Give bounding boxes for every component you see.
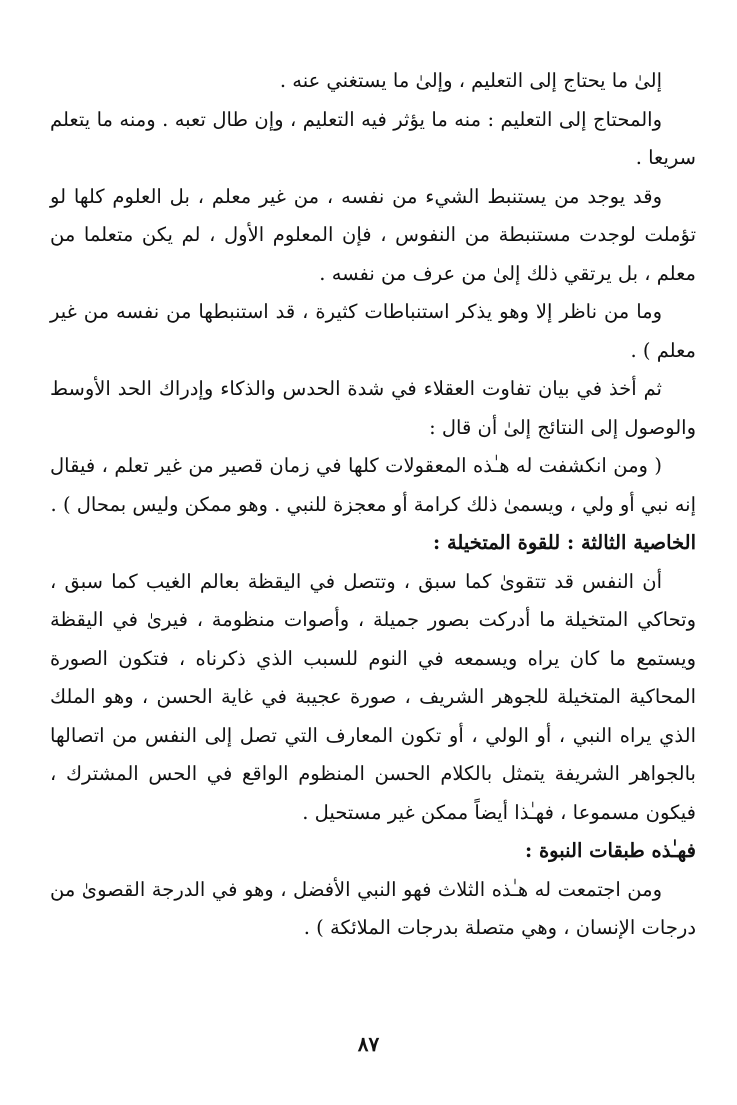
paragraph-5: ثم أخذ في بيان تفاوت العقلاء في شدة الحدس والذكاء وإدراك الحد الأوسط والوصول إلى النتائج إلىٰ أن قال :	[50, 377, 696, 439]
page-number: ٨٧	[357, 1032, 380, 1056]
paragraph-2: والمحتاج إلى التعليم : منه ما يؤثر فيه التعليم ، وإن طال تعبه . ومنه ما يتعلم سريعا .	[50, 107, 696, 169]
paragraph-3: وقد يوجد من يستنبط الشيء من نفسه ، من غير معلم ، بل العلوم كلها لو تؤملت لوجدت مستنبطة من النفوس ، فإن المعلوم الأول ، لم يكن متعلما من معلم ، بل يرتقي ذلك إلىٰ من عرف من نفسه .	[50, 184, 696, 285]
section-heading-prophecy-levels: فهـٰذه طبقات النبوة :	[524, 839, 696, 862]
section-heading-imagination: الخاصية الثالثة : للقوة المتخيلة :	[432, 531, 696, 554]
paragraph-7: أن النفس قد تتقوىٰ كما سبق ، وتتصل في اليقظة بعالم الغيب كما سبق ، وتحاكي المتخيلة ما أدركت بصور جميلة ، وأصوات منظومة ، فيرىٰ في اليقظة ويستمع ما كان يراه ويسمعه في النوم للسبب الذي ذكرناه ، فتكون الصورة المحاكية المتخيلة للجوهر الشريف ، صورة عجيبة في غاية الحسن ، وهو الملك الذي يراه النبي ، أو الولي ، أو تكون المعارف التي تصل إلى النفس من اتصالها بالجواهر الشريفة يتمثل بالكلام الحسن المنظوم الواقع في الحس المشترك ، فيكون مسموعا ، فهـٰذا أيضاً ممكن غير مستحيل .	[50, 569, 696, 824]
paragraph-1: إلىٰ ما يحتاج إلى التعليم ، وإلىٰ ما يستغني عنه .	[279, 69, 662, 92]
page-body	[50, 62, 696, 948]
paragraph-4: وما من ناظر إلا وهو يذكر استنباطات كثيرة ، قد استنبطها من نفسه من غير معلم ) .	[50, 300, 696, 362]
paragraph-6: ( ومن انكشفت له هـٰذه المعقولات كلها في زمان قصير من غير تعلم ، فيقال إنه نبي أو ولي ، ويسمىٰ ذلك كرامة أو معجزة للنبي . وهو ممكن وليس بمحال ) .	[50, 454, 696, 516]
paragraph-8: ومن اجتمعت له هـٰذه الثلاث فهو النبي الأفضل ، وهو في الدرجة القصوىٰ من درجات الإنسان ، وهي متصلة بدرجات الملائكة ) .	[50, 877, 696, 939]
